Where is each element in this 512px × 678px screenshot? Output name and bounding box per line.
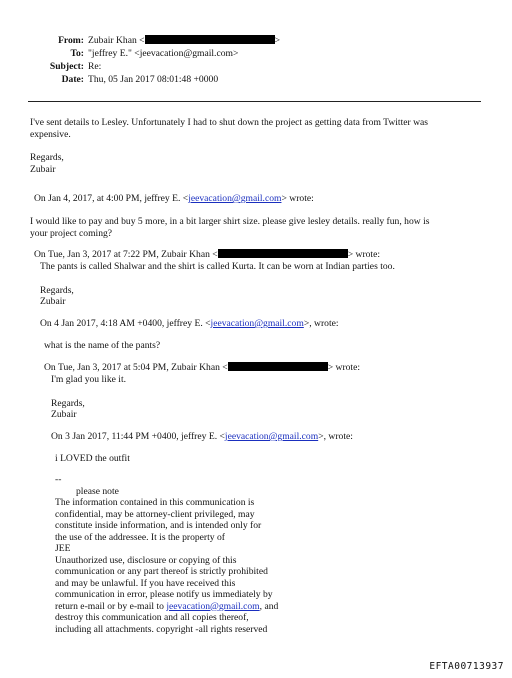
from-close: > (274, 35, 280, 46)
body-name: Zubair (30, 163, 56, 175)
quote-3-line-1: what is the name of the pants? (44, 340, 161, 351)
quote-3-header (40, 318, 339, 330)
to-label: To: (70, 48, 84, 59)
quote-4-regards: Regards, (51, 397, 85, 409)
signature-title: please note (76, 486, 119, 497)
quote-2-name: Zubair (40, 296, 66, 307)
body-line-1: I've sent details to Lesley. Unfortunately I had to shut down the project as getting data from Twitter was (30, 117, 429, 128)
quote-1-body (30, 216, 429, 239)
signature-line: the use of the addressee. It is the property of (55, 531, 225, 543)
to-value: "jeffrey E." <jeevacation@gmail.com> (88, 48, 239, 59)
quote-1-pre: On Jan 4, 2017, at 4:00 PM, jeffrey E. < (34, 193, 189, 204)
signature-line: JEE (55, 543, 71, 554)
quote-3-post: >, wrote: (303, 318, 339, 329)
quote-5-post: >, wrote: (318, 431, 353, 442)
quote-1-post: > wrote: (281, 193, 314, 204)
quote-2-regards: Regards, (40, 284, 74, 296)
subject-value: Re: (88, 61, 102, 72)
quote-5-body (55, 453, 130, 465)
from-value (88, 35, 280, 47)
quote-1-email-link[interactable]: jeevacation@gmail.com (188, 193, 282, 204)
header-divider (28, 101, 481, 102)
from-label: From: (58, 35, 84, 46)
quote-5-pre: On 3 Jan 2017, 11:44 PM +0400, jeffrey E. < (51, 431, 225, 442)
signature-line: and may be unlawful. If you have received this (55, 577, 236, 589)
quote-2-post: > wrote: (347, 249, 381, 260)
redaction-block (218, 249, 348, 258)
quote-4-header (44, 362, 360, 374)
signature-line-post: , and (259, 600, 279, 612)
quote-4-body (51, 374, 126, 421)
date-value: Thu, 05 Jan 2017 08:01:48 +0000 (88, 74, 219, 85)
signature-line: constitute inside information, and is intended only for (55, 520, 262, 531)
body-regards: Regards, (30, 152, 64, 163)
signature-line: communication in error, please notify us immediately by (55, 589, 273, 600)
quote-4-name: Zubair (51, 409, 77, 420)
quote-4-post: > wrote: (327, 362, 361, 373)
signature-line: destroy this communication and all copies thereof, (55, 612, 249, 623)
redaction-block (228, 362, 328, 371)
signature-line-pre: return e-mail or by e-mail to (55, 600, 167, 612)
date-label: Date: (61, 74, 84, 85)
redaction-block (145, 35, 275, 44)
quote-3-body (44, 340, 160, 352)
quote-4-line-1: I'm glad you like it. (51, 374, 127, 385)
signature-disclaimer (55, 497, 278, 635)
signature-line (55, 601, 278, 613)
quote-2-header (34, 249, 380, 261)
signature-line: confidential, may be attorney-client privileged, may (55, 508, 255, 520)
signature-line: communication or any part thereof is strictly prohibited (55, 566, 268, 577)
document-id: EFTA00713937 (429, 660, 504, 672)
quote-1-line-1: I would like to pay and buy 5 more, in a bit larger shirt size. please give lesley details. really fun, how is (30, 216, 430, 227)
quote-5-email-link[interactable]: jeevacation@gmail.com (224, 431, 319, 442)
quote-1-line-2: your project coming? (30, 227, 113, 239)
body-line-2: expensive. (30, 128, 71, 140)
signature-line: including all attachments. copyright -all rights reserved (55, 623, 268, 635)
from-name: Zubair Khan < (88, 35, 145, 46)
signature-line: Unauthorized use, disclosure or copying of this (55, 554, 237, 566)
signature-email-link[interactable]: jeevacation@gmail.com (166, 600, 260, 612)
quote-2-pre: On Tue, Jan 3, 2017 at 7:22 PM, Zubair Khan < (34, 249, 218, 260)
quote-2-body (40, 261, 395, 308)
signature-line: The information contained in this communication is (55, 497, 255, 508)
quote-5-line-1: i LOVED the outfit (55, 453, 130, 464)
quote-3-pre: On 4 Jan 2017, 4:18 AM +0400, jeffrey E. < (40, 318, 211, 329)
signature-dashes: -- (55, 474, 62, 485)
quote-1-header (34, 193, 314, 205)
quote-4-pre: On Tue, Jan 3, 2017 at 5:04 PM, Zubair Khan < (44, 362, 228, 373)
quote-3-email-link[interactable]: jeevacation@gmail.com (210, 318, 304, 329)
subject-label: Subject: (49, 61, 84, 72)
quote-5-header (51, 431, 353, 443)
quote-2-line-1: The pants is called Shalwar and the shirt is called Kurta. It can be worn at Indian parties too. (40, 261, 395, 272)
message-body (30, 117, 428, 175)
